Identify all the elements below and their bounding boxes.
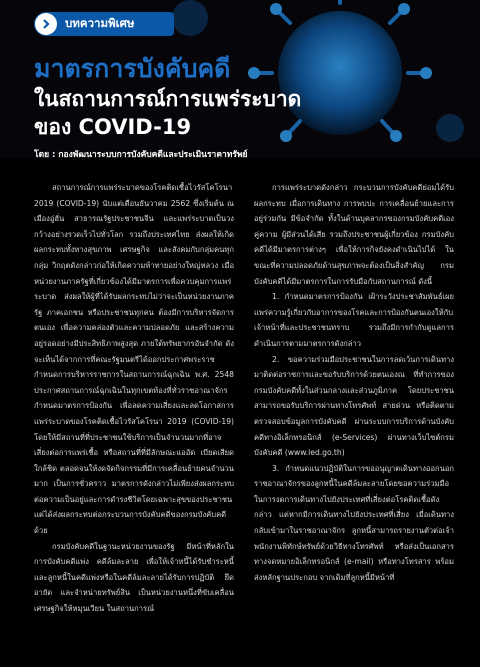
paragraph: 2. ขอความร่วมมือประชาชนในการลดเว้นการเดินทางมาติดต่อราชการและขอรับบริการด้วยตนเองณ ที่ทำการของกรมบังคับคดีทั้งในส่วนกลางและส่วนภูมิภาค โดยประชาชนสามารถขอรับบริการผ่านทางโทรศัพท์ สายด่วน หรือติดตามตรวจสอบข้อมูลการบังคับคดี ผ่านระบบการบริการด้านบังคับคดีทางอิเล็กทรอนิกส์ (e-Services) ผ่านทางเว็บไซต์กรมบังคับคดี (www.led.go.th) (254, 354, 454, 458)
left-column (34, 180, 234, 632)
paragraph: 1. กำหนดมาตรการป้องกัน เฝ้าระวังประชาสัมพันธ์เผยแพร่ความรู้เกี่ยวกับอาการของโรคและการป้องกันตนเองให้กับเจ้าหน้าที่และประชาชนทราบ รวมถึงมีการกำกับดูแลการดำเนินการตามมาตรการดังกล่าว (254, 292, 454, 348)
paragraph: กรมบังคับคดีในฐานะหน่วยงานของรัฐ มีหน้าที่หลักในการบังคับคดีแพ่ง คดีล้มละลาย เพื่อให้เจ้าหนี้ได้รับชำระหนี้ และลูกหนี้ในคดีแพ่งหรือในคดีล้มละลายได้รับการปฏิบัติ ยึด อายัด และจำหน่ายทรัพย์สิน เป็นหน่วยงานหนึ่งที่ขับเคลื่อนเศรษฐกิจให้หมุนเวียน ในสถานการณ์ (34, 541, 234, 614)
paragraph: สถานการณ์การแพร่ระบาดของโรคติดเชื้อไวรัสโคโรนา 2019 (COVID-19) นับแต่เดือนธันวาคม 2562 ซึ่งเริ่มต้น ณ เมืองอู่ฮั่น สาธารณรัฐประชาชนจีน และแพร่ระบาดเป็นวงกว้างอย่างรวดเร็วไปทั่วโลก รวมถึงประเทศไทย ส่งผลให้เกิดผลกระทบทั้งทางสุขภาพ เศรษฐกิจ และสังคมกับกลุ่มคนทุกกลุ่ม วิกฤตดังกล่าวก่อให้เกิดความท้าทายอย่างใหญ่หลวง เมื่อหน่วยงานภาครัฐที่เกี่ยวข้องได้มีมาตรการเพื่อควบคุมการแพร่ระบาด ส่งผลให้ผู้ที่ได้รับผลกระทบไม่ว่าจะเป็นหน่วยงานภาครัฐ ภาคเอกชน หรือประชาชนทุกคน ต้องมีการบริหารจัดการตนเอง เพื่อความคล่องตัวและความปลอดภัย และสร้างความอยู่รอดอย่างมีประสิทธิภาพสูงสุด ภายใต้ทรัพยากรอันจำกัด ดังจะเห็นได้จากการที่คณะรัฐมนตรีได้ออกประกาศพระราชกำหนดการบริหารราชการในสถานการณ์ฉุกเฉิน พ.ศ. 2548 ประกาศสถานการณ์ฉุกเฉินในทุกเขตท้องที่ทั่วราชอาณาจักร กำหนดมาตรการป้องกัน เพื่อลดความเสี่ยงและลดโอกาสการแพร่ระบาดของโรคติดเชื้อไวรัสโคโรนา 2019 (COVID-19) โดยให้มีสถานที่ที่ประชาชนใช้บริการเป็นจำนวนมากที่อาจเสี่ยงต่อการแพร่เชื้อ หรือสถานที่ที่มีลักษณะแออัด เบียดเสียด ใกล้ชิด ตลอดจนให้งดจัดกิจกรรมที่มีการเคลื่อนย้ายคนจำนวนมาก เป็นการชั่วคราว มาตรการดังกล่าวไม่เพียงส่งผลกระทบต่อความเป็นอยู่และการดำรงชีวิตโดยเฉพาะสุขของประชาชน แต่ได้ส่งผลกระทบต่อกระบวนการบังคับคดีของกรมบังคับคดีด้วย (34, 183, 234, 536)
article-body (34, 180, 454, 632)
chevron-right-icon (35, 13, 57, 35)
byline: โดย : กองพัฒนาระบบการบังคับคดีและประเมินราคาทรัพย์ (34, 150, 248, 158)
paragraph: 3. กำหนดแนวปฏิบัติในการขออนุญาตเดินทางออกนอกราชอาณาจักรของลูกหนี้ในคดีล้มละลายโดยขอความร่วมมือในการงดการเดินทางไปยังประเทศที่เสี่ยงต่อโรคติดเชื้อดังกล่าว แต่หากมีการเดินทางไปยังประเทศที่เสี่ยง เมื่อเดินทางกลับเข้ามาในราชอาณาจักร ลูกหนี้สามารถรายงานตัวต่อเจ้าพนักงานพิทักษ์ทรัพย์ด้วยวิธีทางโทรศัพท์ หรือส่งเป็นเอกสารทางจดหมายอิเล็กทรอนิกส์ (e-mail) หรือทางโทรสาร พร้อมส่งหลักฐานประกอบ จากเดิมที่ลูกหนี้มีหน้าที่ (254, 463, 454, 582)
article-title-line-2: ในสถานการณ์การแพร่ระบาด (34, 87, 302, 111)
paragraph: การแพร่ระบาดดังกล่าว กระบวนการบังคับคดีย่อมได้รับผลกระทบ เมื่อการเดินทาง การพบปะ การเคลื่อนย้ายและการอยู่ร่วมกัน มีข้อจำกัด ทั้งในด้านบุคลากรของกรมบังคับคดีเอง คู่ความ ผู้มีส่วนได้เสีย รวมถึงประชาชนผู้เกี่ยวข้อง กรมบังคับคดีได้มีมาตรการต่างๆ เพื่อให้การกิจยังคงดำเนินไปได้ ในขณะที่ความปลอดภัยด้านสุขภาพจะต้องเป็นสิ่งสำคัญ กรมบังคับคดีได้มีมาตรการในการรับมือกับสถานการณ์ ดังนี้ (254, 183, 454, 286)
section-badge (34, 12, 174, 36)
footer (0, 636, 480, 667)
right-column (254, 180, 454, 632)
header-banner (0, 0, 480, 158)
article-title-line-3: ของ COVID-19 (34, 115, 192, 139)
article-title-line-1: มาตรการบังคับคดี (34, 54, 231, 83)
section-badge-label: บทความพิเศษ (65, 16, 135, 30)
